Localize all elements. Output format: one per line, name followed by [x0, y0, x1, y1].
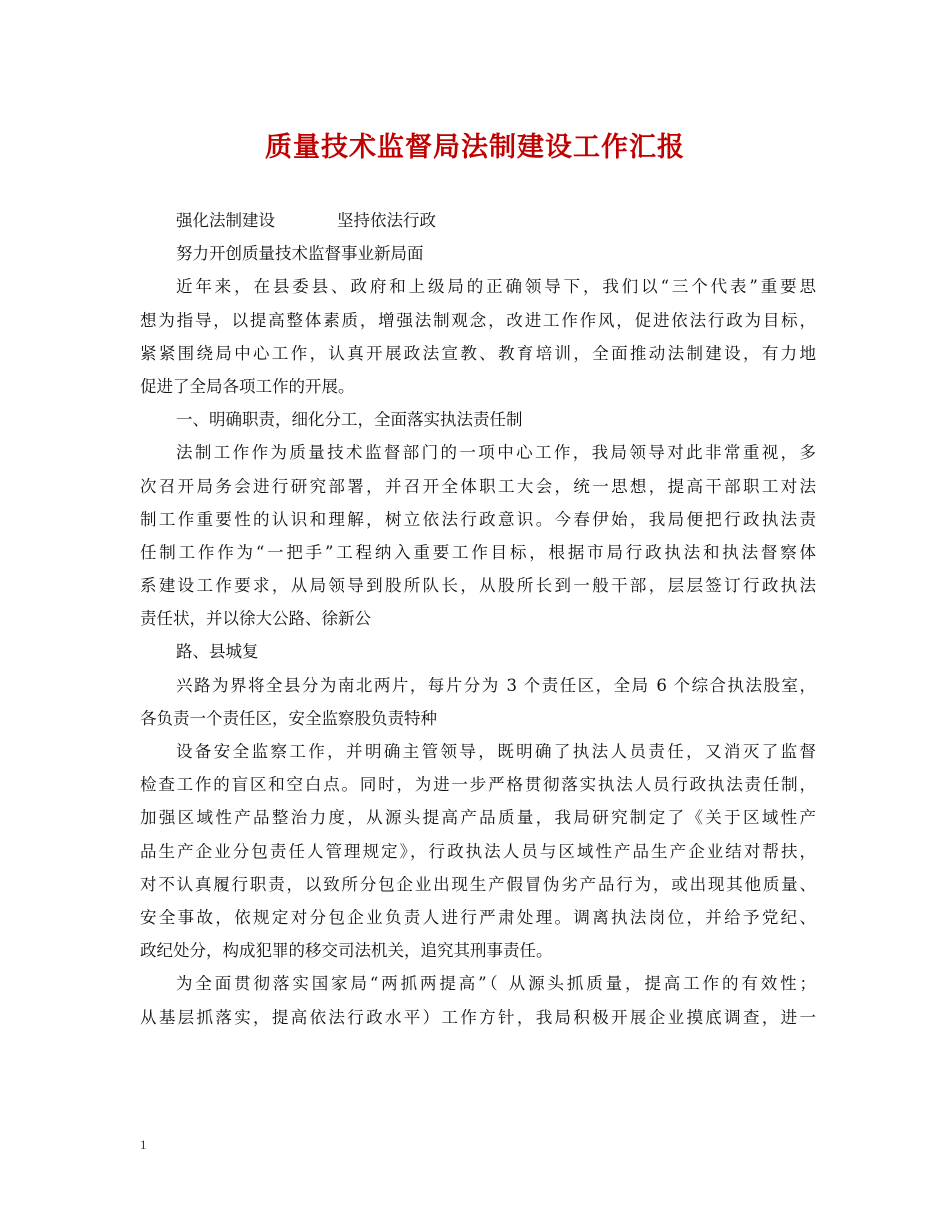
paragraph-line: 责任状，并以徐大公路、徐新公: [140, 609, 371, 629]
subtitle-left: 强化法制建设: [176, 211, 275, 230]
paragraph-line: 促进了全局各项工作的开展。: [140, 376, 355, 396]
paragraph-line: 对不认真履行职责，以致所分包企业出现生产假冒伪劣产品行为，或出现其他质量、: [140, 874, 816, 894]
paragraph-line: 近年来，在县委县、政府和上级局的正确领导下，我们以“三个代表”重要思: [176, 277, 816, 297]
paragraph-line: 各负责一个责任区，安全监察股负责特种: [140, 708, 437, 728]
document-body: [140, 204, 816, 1034]
paragraph-line: 制工作重要性的认识和理解，树立依法行政意识。今春伊始，我局便把行政执法责: [140, 509, 816, 529]
paragraph-line: 兴路为界将全县分为南北两片，每片分为 3 个责任区，全局 6 个综合执法股室，: [176, 675, 816, 695]
paragraph-line: 任制工作作为“一把手”工程纳入重要工作目标，根据市局行政执法和执法督察体: [140, 542, 816, 562]
paragraph-line: 次召开局务会进行研究部署，并召开全体职工大会，统一思想，提高干部职工对法: [140, 476, 816, 496]
paragraph-line: 紧紧围绕局中心工作，认真开展政法宣教、教育培训，全面推动法制建设，有力地: [140, 343, 816, 363]
paragraph-line: 路、县城复: [176, 642, 259, 662]
paragraph-line: 从基层抓落实，提高依法行政水平）工作方针，我局积极开展企业摸底调查，进一: [140, 1007, 816, 1027]
section-heading: 一、明确职责，细化分工，全面落实执法责任制: [176, 410, 523, 430]
paragraph-line: 为全面贯彻落实国家局“两抓两提高”（ 从源头抓质量，提高工作的有效性；: [176, 974, 816, 994]
subtitle-right: 坚持依法行政: [337, 211, 436, 230]
paragraph-line: 努力开创质量技术监督事业新局面: [176, 244, 424, 264]
paragraph-line: 加强区域性产品整治力度，从源头提高产品质量，我局研究制定了《关于区域性产: [140, 808, 816, 828]
paragraph-line: 安全事故，依规定对分包企业负责人进行严肃处理。调离执法岗位，并给予党纪、: [140, 907, 816, 927]
document-title: 质量技术监督局法制建设工作汇报: [265, 132, 685, 163]
paragraph-line: 政纪处分，构成犯罪的移交司法机关，追究其刑事责任。: [140, 941, 553, 961]
paragraph-line: 设备安全监察工作，并明确主管领导，既明确了执法人员责任，又消灭了监督: [176, 742, 816, 761]
subtitle-line: [140, 204, 816, 237]
paragraph-line: 系建设工作要求，从局领导到股所队长，从股所长到一般干部，层层签订行政执法: [140, 576, 816, 596]
paragraph-line: 品生产企业分包责任人管理规定》，行政执法人员与区域性产品生产企业结对帮扶，: [140, 841, 816, 861]
page-number: 1: [140, 1137, 147, 1152]
paragraph-line: 检查工作的盲区和空白点。同时，为进一步严格贯彻落实执法人员行政执法责任制，: [140, 775, 816, 795]
paragraph-line: 想为指导，以提高整体素质，增强法制观念，改进工作作风，促进依法行政为目标，: [140, 310, 816, 330]
paragraph-line: 法制工作作为质量技术监督部门的一项中心工作，我局领导对此非常重视，多: [176, 443, 816, 463]
